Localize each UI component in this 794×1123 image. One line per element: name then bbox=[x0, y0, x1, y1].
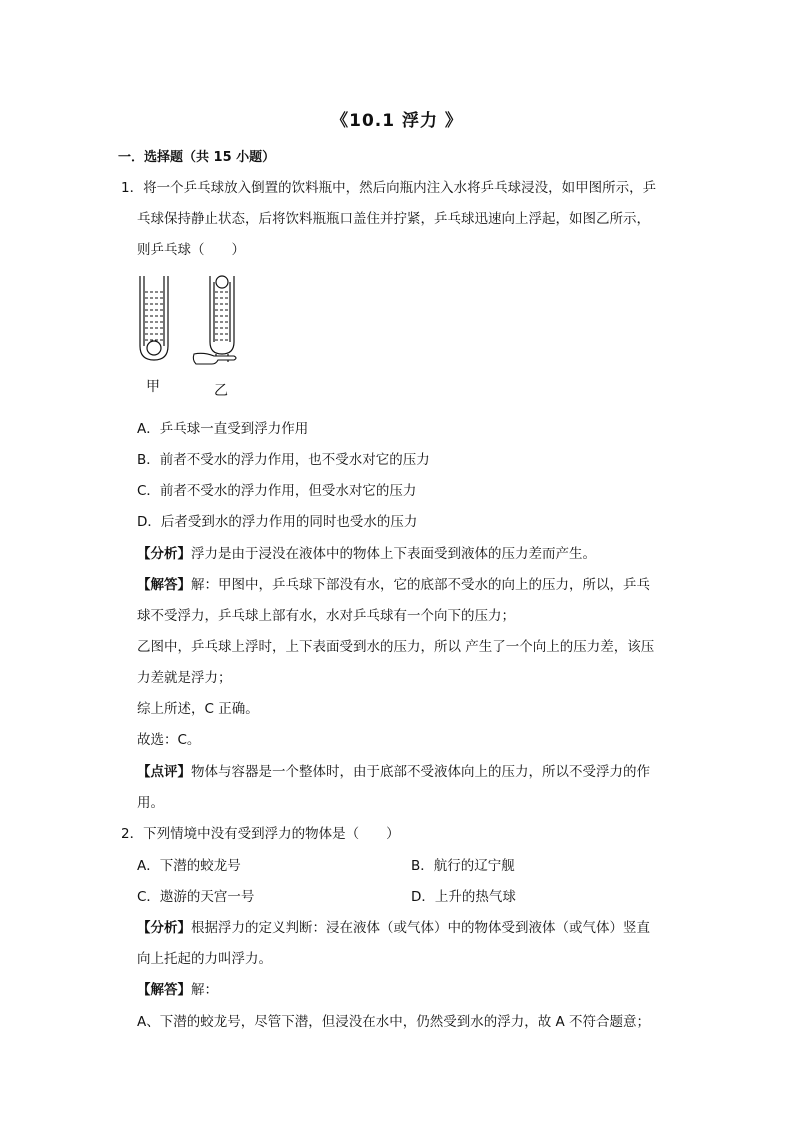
q2-option-b: B．航行的辽宁舰 bbox=[411, 858, 515, 874]
q1-comment bbox=[137, 760, 650, 780]
q1-option-b: B．前者不受水的浮力作用，也不受水对它的压力 bbox=[137, 452, 430, 468]
q1-answer-line: 故选：C。 bbox=[137, 732, 201, 748]
ping-pong-ball-yi bbox=[216, 276, 228, 288]
q1-answer-line: 乙图中，乒乓球上浮时，上下表面受到水的压力，所以 产生了一个向上的压力差，该压 bbox=[137, 639, 655, 655]
bottle-yi bbox=[210, 276, 234, 362]
q1-answer-line: 综上所述，C 正确。 bbox=[137, 701, 259, 717]
q1-option-d: D．后者受到水的浮力作用的同时也受水的压力 bbox=[137, 514, 418, 530]
q1-stem-line: 则乒乓球（ ） bbox=[137, 242, 245, 258]
q1-option-a: A．乒乓球一直受到浮力作用 bbox=[137, 421, 309, 437]
section-heading: 一．选择题（共 15 小题） bbox=[118, 150, 276, 165]
answer-text: 解： bbox=[191, 982, 218, 998]
answer-tag: 【解答】 bbox=[137, 982, 191, 998]
ping-pong-ball-jia bbox=[147, 341, 161, 355]
q2-stem: 2．下列情境中没有受到浮力的物体是（ ） bbox=[121, 826, 400, 842]
q2-option-c: C．遨游的天宫一号 bbox=[137, 889, 255, 905]
q2-answer-line: A、下潜的蛟龙号，尽管下潜，但浸没在水中，仍然受到水的浮力，故 A 不符合题意； bbox=[137, 1014, 651, 1030]
q1-analysis bbox=[137, 542, 596, 562]
analysis-text: 浮力是由于浸没在液体中的物体上下表面受到液体的压力差而产生。 bbox=[191, 546, 596, 562]
q2-option-d: D．上升的热气球 bbox=[411, 889, 516, 905]
figure-label-jia: 甲 bbox=[146, 379, 160, 395]
q1-stem-line: 1．将一个乒乓球放入倒置的饮料瓶中，然后向瓶内注入水将乒乓球浸没，如甲图所示，乒 bbox=[121, 180, 657, 196]
q1-stem-line: 乓球保持静止状态，后将饮料瓶瓶口盖住并拧紧，乒乓球迅速向上浮起，如图乙所示， bbox=[137, 211, 650, 227]
comment-tag: 【点评】 bbox=[137, 764, 191, 780]
q1-answer-line bbox=[137, 573, 650, 593]
q1-answer-line: 球不受浮力，乒乓球上部有水，水对乒乓球有一个向下的压力； bbox=[137, 608, 515, 624]
q1-comment-line: 用。 bbox=[137, 795, 164, 811]
q2-answer-line bbox=[137, 978, 218, 998]
answer-tag: 【解答】 bbox=[137, 577, 191, 593]
q2-option-a: A．下潜的蛟龙号 bbox=[137, 858, 241, 874]
analysis-tag: 【分析】 bbox=[137, 920, 191, 936]
q1-figure bbox=[134, 268, 254, 402]
q1-answer-line: 力差就是浮力； bbox=[137, 670, 232, 686]
answer-text: 解：甲图中，乒乓球下部没有水，它的底部不受水的向上的压力，所以，乒乓 bbox=[191, 577, 650, 593]
q2-analysis-line: 向上托起的力叫浮力。 bbox=[137, 951, 272, 967]
bottle-diagram bbox=[134, 268, 254, 368]
q1-option-c: C．前者不受水的浮力作用，但受水对它的压力 bbox=[137, 483, 417, 499]
analysis-text: 根据浮力的定义判断：浸在液体（或气体）中的物体受到液体（或气体）竖直 bbox=[191, 920, 650, 936]
page-title: 《10.1 浮力 》 bbox=[331, 111, 463, 131]
comment-text: 物体与容器是一个整体时，由于底部不受液体向上的压力，所以不受浮力的作 bbox=[191, 764, 650, 780]
q2-analysis bbox=[137, 916, 650, 936]
figure-label-yi: 乙 bbox=[214, 383, 228, 399]
analysis-tag: 【分析】 bbox=[137, 546, 191, 562]
hand-icon bbox=[193, 353, 236, 364]
